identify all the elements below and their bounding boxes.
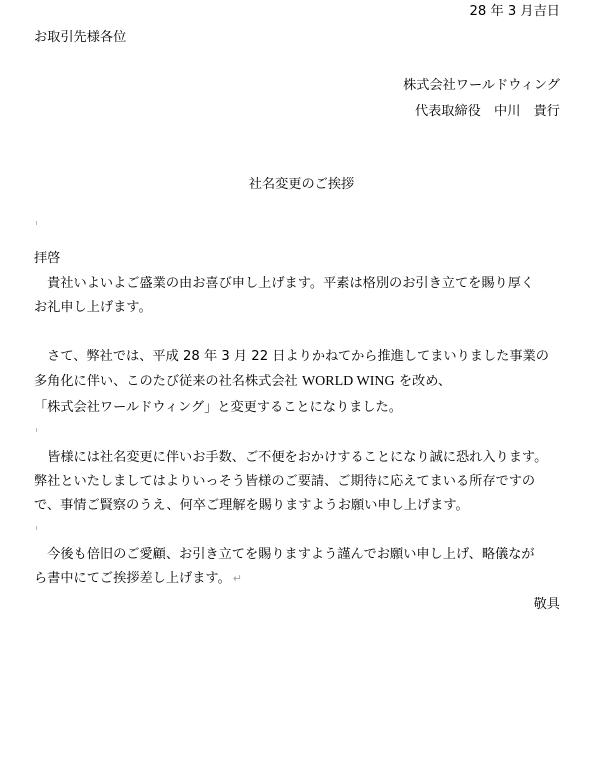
letter-date: 28 年 3 月吉日 <box>469 4 560 19</box>
paragraph-marker <box>36 221 37 225</box>
closing-salutation: 敬具 <box>533 597 560 612</box>
paragraph-marker <box>36 428 37 432</box>
paragraph1-line2: お礼申し上げます。 <box>34 300 152 315</box>
paragraph2-line2 <box>34 373 451 391</box>
paragraph4-line2-text: ら書中にてご挨拶差し上げます。 <box>34 571 231 586</box>
sender-company: 株式会社ワールドウィング <box>403 78 560 93</box>
paragraph3-line1: 皆様には社名変更に伴いお手数、ご不便をおかけすることになり誠に恐れ入ります。 <box>34 450 548 465</box>
paragraph4-line1: 今後も倍旧のご愛顧、お引き立てを賜りますよう謹んでお願い申し上げ、略儀なが <box>34 547 535 562</box>
paragraph3-line2: 弊社といたしましてはよりいっそう皆様のご要請、ご期待に応えてまいる所存ですの <box>34 474 536 489</box>
sender-representative: 代表取締役 中川 貴行 <box>414 104 560 119</box>
addressee: お取引先様各位 <box>34 30 127 45</box>
english-company-name: WORLD WING <box>301 374 395 389</box>
paragraph2-line1: さて、弊社では、平成 28 年 3 月 22 日よりかねてから推進してまいりました事業の <box>34 349 549 364</box>
paragraph1-line1: 貴社いよいよご盛業の由お喜び申し上げます。平素は格別のお引き立てを賜り厚く <box>34 276 535 291</box>
paragraph2-line2-start: 多角化に伴い、このたび従来の社名株式会社 <box>34 374 302 389</box>
paragraph4-line2 <box>34 570 242 588</box>
opening-salutation: 拝啓 <box>34 251 61 266</box>
paragraph3-line3: で、事情ご賢察のうえ、何卒ご理解を賜りますようお願い申し上げます。 <box>34 498 469 513</box>
paragraph2-line3: 「株式会社ワールドウィング」と変更することになりました。 <box>34 400 402 415</box>
letter-title: 社名変更のご挨拶 <box>248 177 355 192</box>
return-icon: ↵ <box>232 572 242 585</box>
paragraph2-line2-end: を改め、 <box>394 374 452 389</box>
paragraph-marker <box>36 526 37 530</box>
